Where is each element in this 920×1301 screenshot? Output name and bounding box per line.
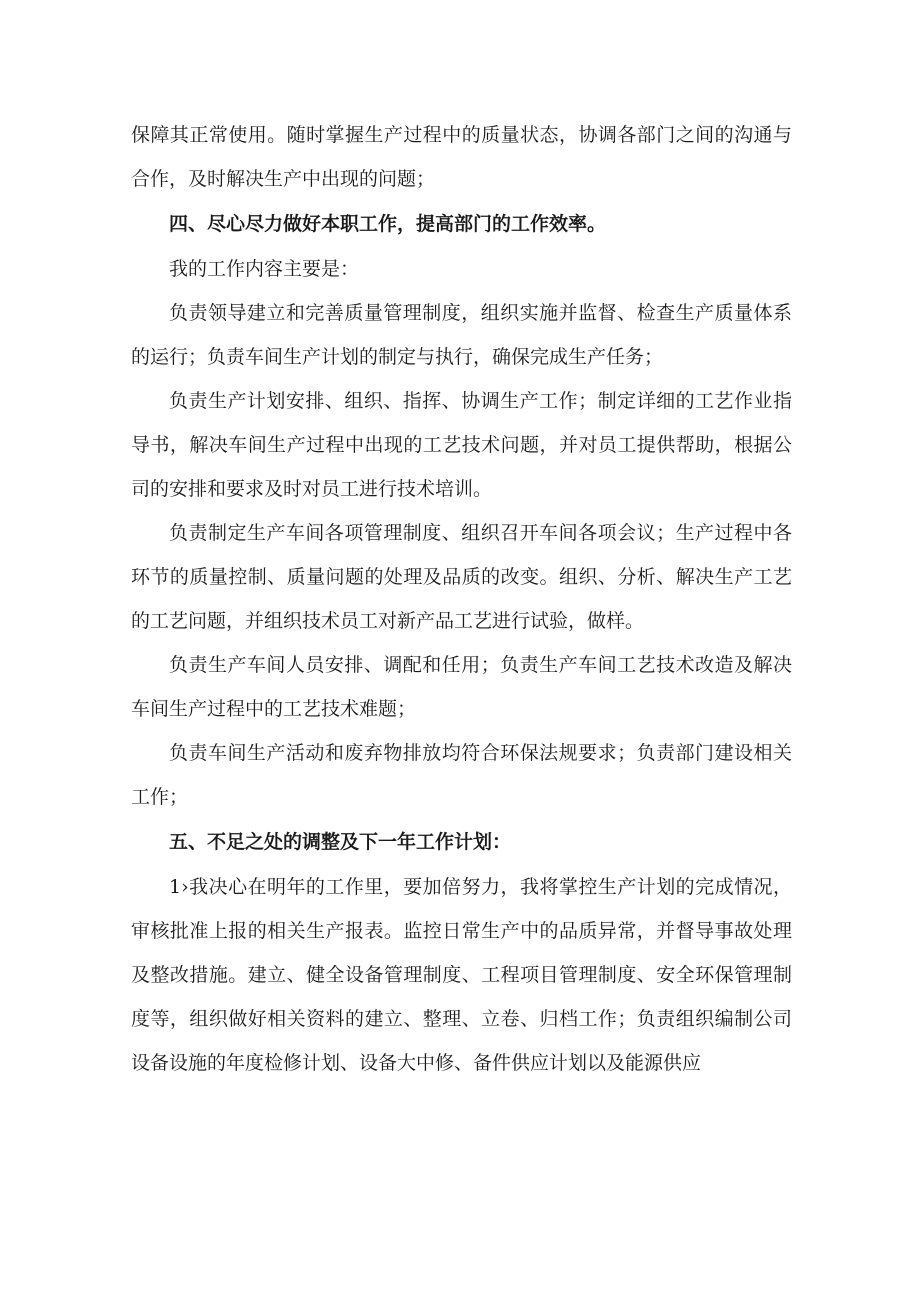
paragraph-workshop-regulations: 负责制定生产车间各项管理制度、组织召开车间各项会议；生产过程中各环节的质量控制、质量问题的处理及品质的改变。组织、分析、解决生产工艺的工艺问题，并组织技术员工对新产品工艺进行试验，做样。 [131,522,792,632]
document-body [131,113,792,1085]
section-heading-five: 五、不足之处的调整及下一年工作计划： [169,831,512,853]
paragraph-quality-management: 负责领导建立和完善质量管理制度，组织实施并监督、检查生产质量体系的运行；负责车间生产计划的制定与执行，确保完成生产任务； [131,302,792,368]
paragraph-next-year-plan: 1›我决心在明年的工作里，要加倍努力，我将掌控生产计划的完成情况，审核批准上报的相关生产报表。监控日常生产中的品质异常，并督导事故处理及整改措施。建立、健全设备管理制度、工程项目管理制度、安全环保管理制度等，组织做好相关资料的建立、整理、立卷、归档工作；负责组织编制公司设备设施的年度检修计划、设备大中修、备件供应计划以及能源供应 [131,876,792,1074]
paragraph-environmental: 负责车间生产活动和废弃物排放均符合环保法规要求；负责部门建设相关工作； [131,742,792,808]
section-heading-four: 四、尽心尽力做好本职工作，提高部门的工作效率。 [169,213,607,235]
paragraph-production-planning: 负责生产计划安排、组织、指挥、协调生产工作；制定详细的工艺作业指导书，解决车间生产过程中出现的工艺技术问题，并对员工提供帮助，根据公司的安排和要求及时对员工进行技术培训。 [131,390,792,500]
paragraph-work-content-intro: 我的工作内容主要是： [169,258,360,280]
paragraph-continued: 保障其正常使用。随时掌握生产过程中的质量状态，协调各部门之间的沟通与合作，及时解决生产中出现的问题； [131,124,792,190]
paragraph-staffing: 负责生产车间人员安排、调配和任用；负责生产车间工艺技术改造及解决车间生产过程中的工艺技术难题； [131,654,792,720]
